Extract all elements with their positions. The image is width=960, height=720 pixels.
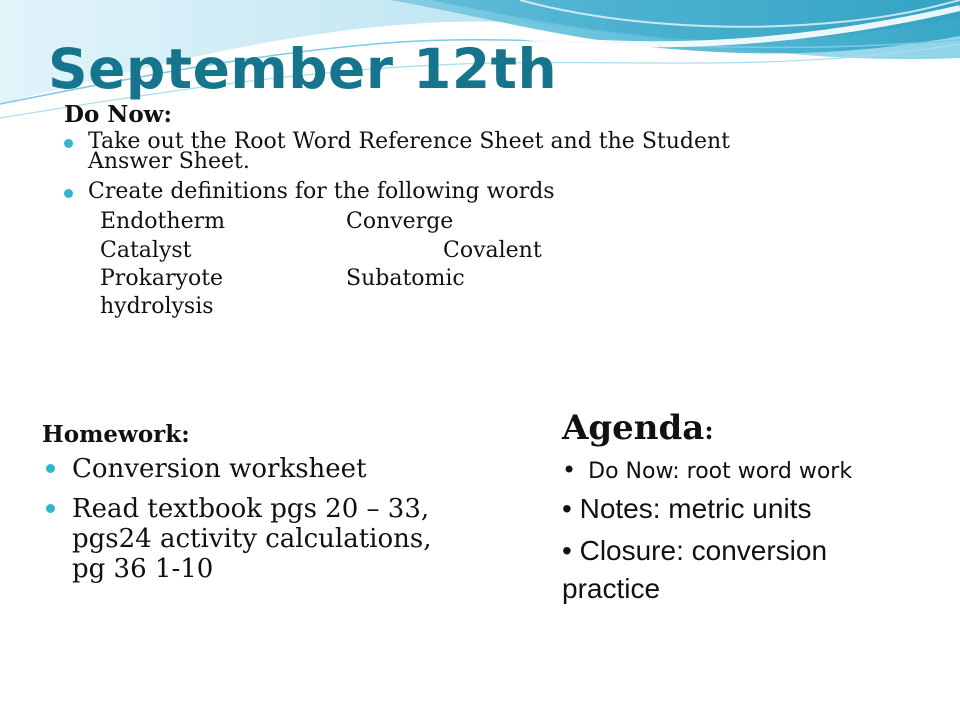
homework-item-text: pgs24 activity calculations, <box>72 524 432 554</box>
agenda-heading <box>562 408 714 448</box>
agenda-bullet: • <box>562 456 577 484</box>
homework-label: Homework: <box>42 421 190 448</box>
do-now-item-text: Take out the Root Word Reference Sheet and the Student <box>88 129 731 154</box>
homework-item-text: Read textbook pgs 20 – 33, <box>72 494 430 524</box>
agenda-item-text: Closure: conversion practice <box>562 535 828 604</box>
do-now-item-text: Answer Sheet. <box>88 149 250 174</box>
homework-list <box>44 454 484 594</box>
agenda-item <box>562 532 902 608</box>
agenda-colon: : <box>704 416 714 445</box>
agenda-bullet: • <box>562 493 572 524</box>
agenda-label: Agenda <box>562 408 705 448</box>
agenda-bullet: • <box>562 535 572 566</box>
vocab-word-prokaryote: Prokaryote <box>100 266 224 291</box>
do-now-item <box>64 129 824 174</box>
agenda-item-text: Notes: metric units <box>579 493 812 524</box>
vocab-word-hydrolysis: hydrolysis <box>100 294 214 319</box>
vocab-word-subatomic: Subatomic <box>346 266 465 291</box>
slide-title: September 12th <box>48 37 558 101</box>
homework-item-text: pg 36 1-10 <box>72 554 214 584</box>
vocab-word-endotherm: Endotherm <box>100 209 225 234</box>
homework-item-text: Conversion worksheet <box>72 454 367 484</box>
vocab-word-covalent: Covalent <box>443 238 542 263</box>
homework-item <box>44 494 484 584</box>
do-now-list <box>64 129 824 212</box>
vocab-word-converge: Converge <box>346 209 454 234</box>
do-now-item-text: Create definitions for the following words <box>88 179 555 204</box>
do-now-label: Do Now: <box>64 101 172 128</box>
agenda-item-text: Do Now: root word work <box>588 459 853 484</box>
vocab-word-catalyst: Catalyst <box>100 238 192 263</box>
homework-item <box>44 454 484 484</box>
do-now-item <box>64 179 824 204</box>
agenda-item <box>562 493 811 525</box>
agenda-item <box>562 456 852 484</box>
